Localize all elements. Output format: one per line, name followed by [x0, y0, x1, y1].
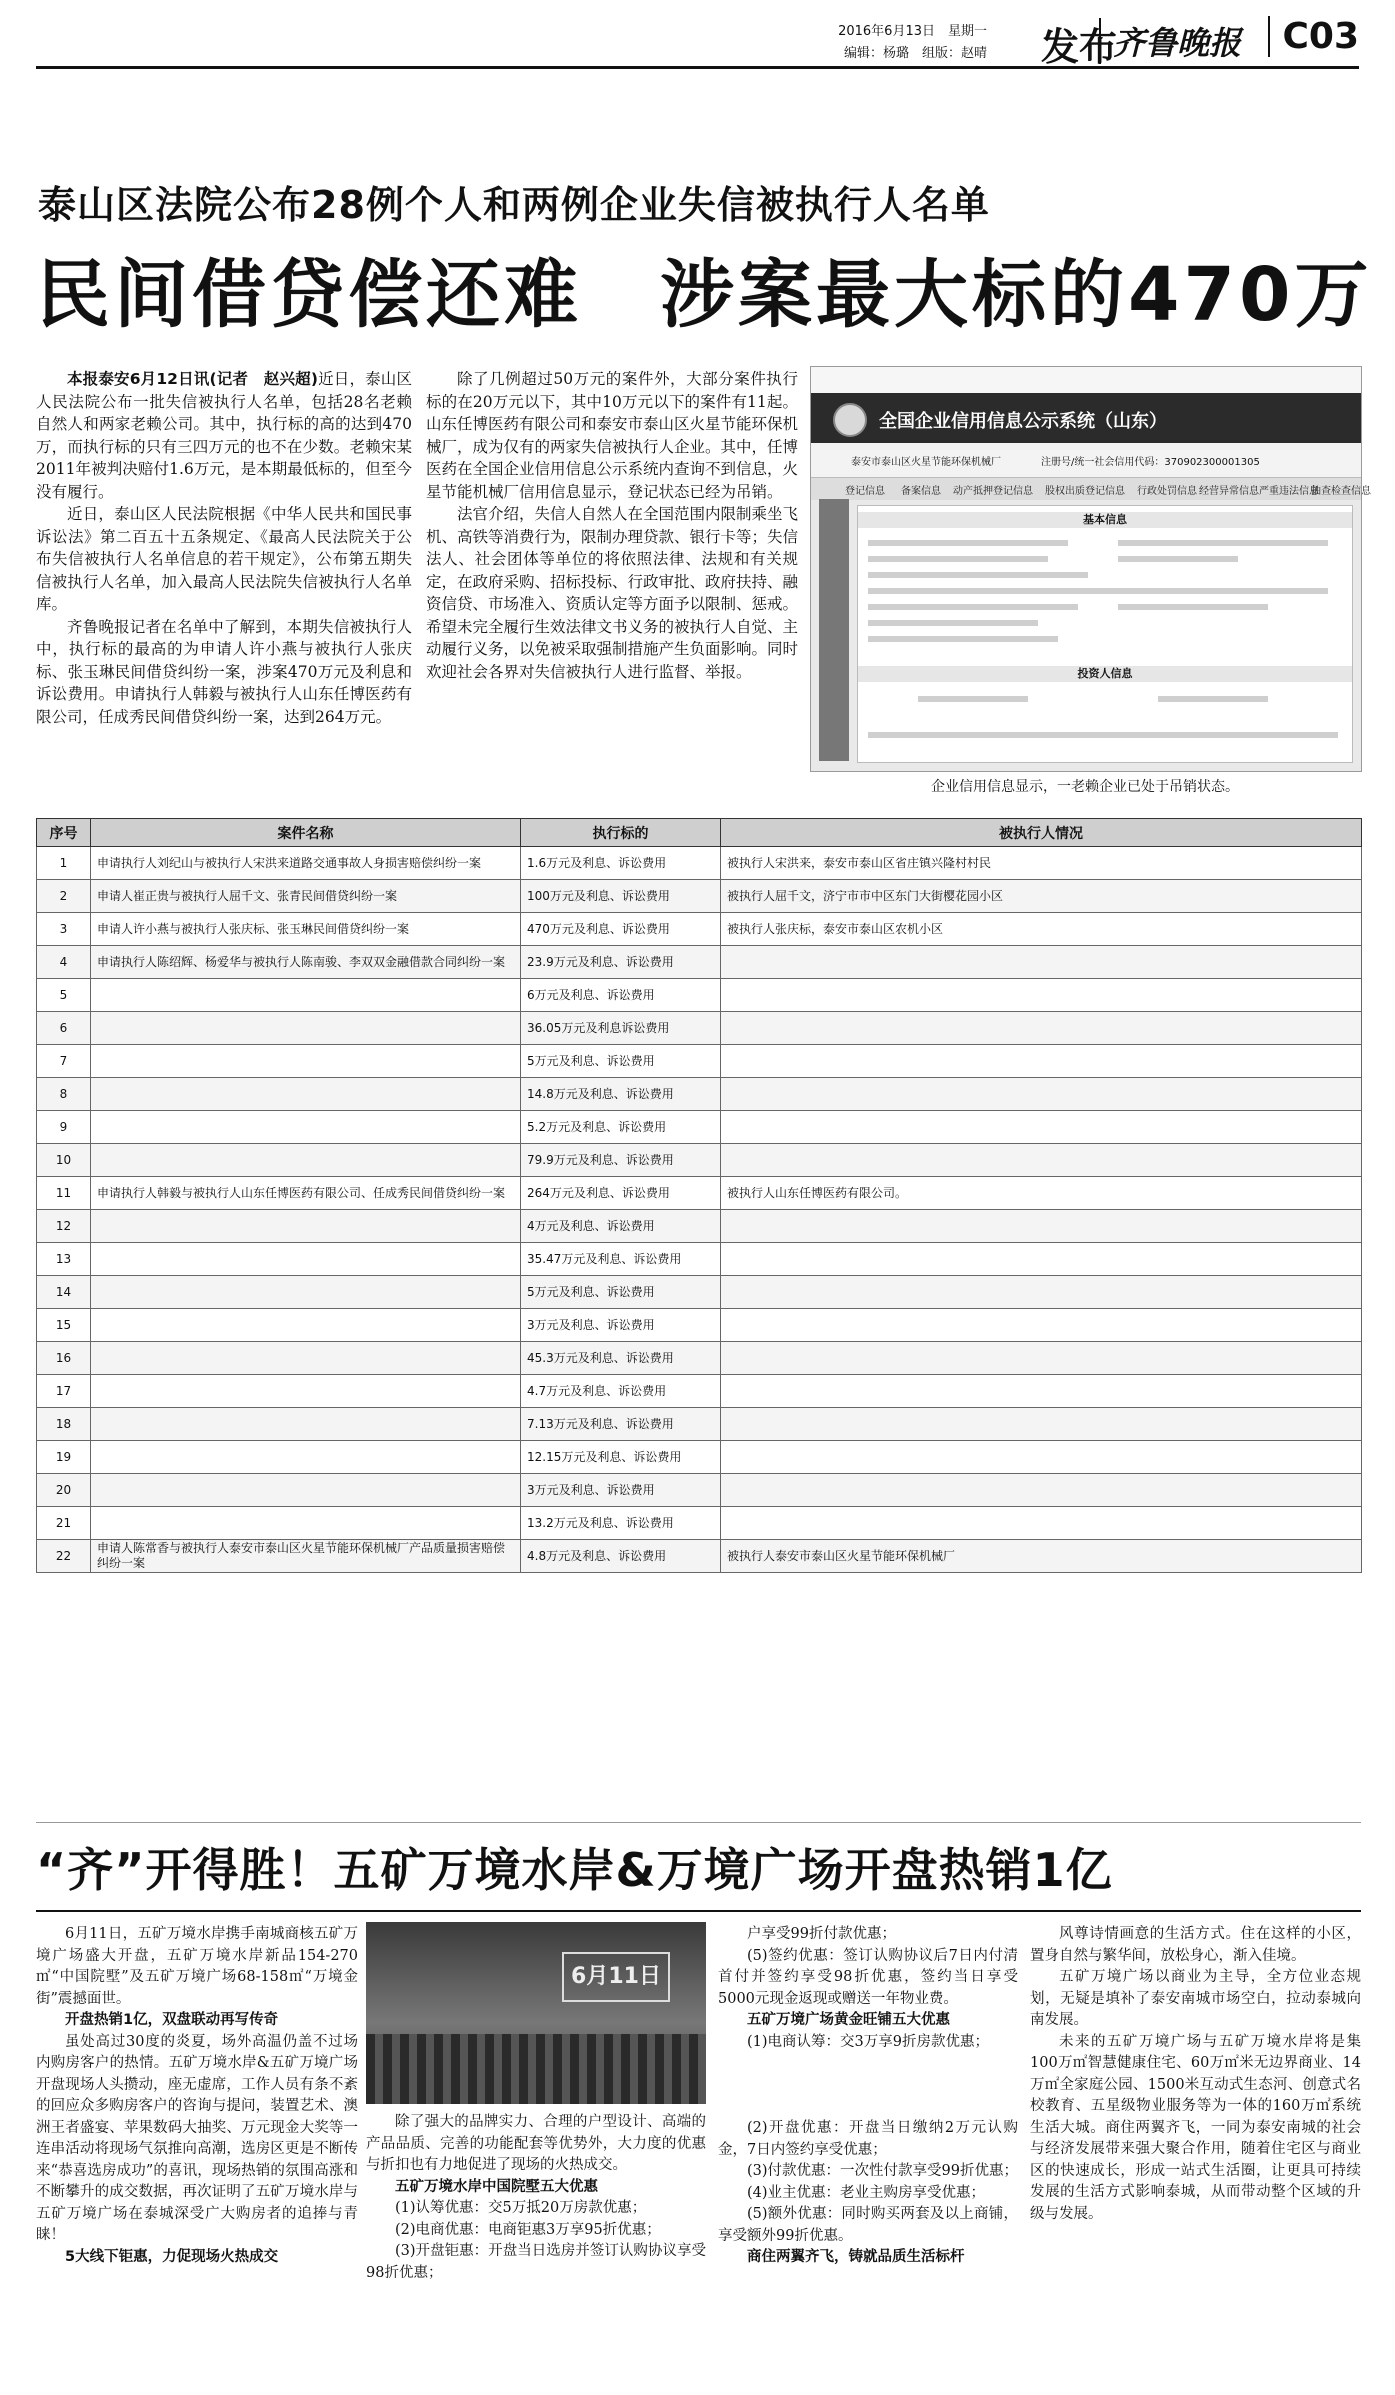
cell-number: 4 — [37, 946, 91, 979]
figure-tab-bar — [811, 478, 1371, 500]
cell-case — [91, 1441, 521, 1474]
cell-case — [91, 1276, 521, 1309]
figure-text-line — [868, 732, 1338, 738]
advertorial-paragraph: 五矿万境广场以商业为主导，全方位业态规划，无疑是填补了泰安南城市场空白，拉动泰城向南发展。 — [1030, 1969, 1361, 2028]
advertorial-paragraph: (3)开盘钜惠：开盘当日选房并签订认购协议享受98折优惠； — [366, 2243, 706, 2281]
cell-party — [721, 1507, 1362, 1540]
article-column-1 — [36, 368, 412, 792]
cell-amount: 100万元及利息、诉讼费用 — [521, 880, 721, 913]
advertorial-paragraph: 除了强大的品牌实力、合理的户型设计、高端的产品品质、完善的功能配套等优势外，大力度的优惠与折扣也有力地促进了现场的火热成交。 — [366, 2114, 706, 2173]
advertorial-paragraph: (4)业主优惠：老业主购房享受优惠； — [747, 2184, 986, 2201]
cell-number: 6 — [37, 1012, 91, 1045]
cell-number: 2 — [37, 880, 91, 913]
cell-party: 被执行人宋洪来，泰安市泰山区省庄镇兴隆村村民 — [721, 847, 1362, 880]
figure-text-line — [868, 556, 1048, 562]
figure-text-line — [868, 572, 1088, 578]
advertorial-column-3-top — [718, 1924, 1018, 2114]
section-divider — [36, 1822, 1361, 1823]
figure-tab: 行政处罚信息 — [1137, 486, 1197, 497]
table-body — [37, 847, 1362, 1573]
section-name: 发布 — [1040, 24, 1117, 69]
article-paragraph: 除了几例超过50万元的案件外，大部分案件执行标的在20万元以下，其中10万元以下的案件有11起。山东任博医药有限公司和泰安市泰山区火星节能环保机械厂，成为仅有的两家失信被执行人企业。其中，任博医药在全国企业信用信息公示系统内查询不到信息，火星节能机械厂信用信息显示，登记状态已经为吊销。 — [426, 370, 799, 501]
cell-party — [721, 1078, 1362, 1111]
cell-party — [721, 1243, 1362, 1276]
article-column-2 — [426, 368, 798, 792]
cell-number: 22 — [37, 1540, 91, 1573]
cell-case — [91, 1243, 521, 1276]
table-row — [37, 1177, 1362, 1210]
cell-amount: 5万元及利息、诉讼费用 — [521, 1276, 721, 1309]
cell-case: 申请执行人刘纪山与被执行人宋洪来道路交通事故人身损害赔偿纠纷一案 — [91, 847, 521, 880]
article-kicker: 泰山区法院公布28例个人和两例企业失信被执行人名单 — [38, 183, 990, 227]
figure-caption: 企业信用信息显示，一老赖企业已处于吊销状态。 — [931, 779, 1239, 795]
advertorial-paragraph: (3)付款优惠：一次性付款享受99折优惠； — [747, 2163, 1018, 2179]
cell-case — [91, 1144, 521, 1177]
figure-registration-number: 注册号/统一社会信用代码：370902300001305 — [1041, 457, 1260, 468]
table-row — [37, 1342, 1362, 1375]
cell-number: 12 — [37, 1210, 91, 1243]
cell-party — [721, 1144, 1362, 1177]
article-dateline: 本报泰安6月12日讯(记者 赵兴超) — [67, 370, 318, 388]
cell-amount: 3万元及利息、诉讼费用 — [521, 1474, 721, 1507]
credit-system-screenshot — [810, 366, 1371, 772]
figure-text-line — [1158, 696, 1268, 702]
cell-amount: 4.7万元及利息、诉讼费用 — [521, 1375, 721, 1408]
opening-event-photo — [366, 1922, 706, 2104]
figure-text-line — [1118, 540, 1328, 546]
cell-amount: 4万元及利息、诉讼费用 — [521, 1210, 721, 1243]
cell-amount: 23.9万元及利息、诉讼费用 — [521, 946, 721, 979]
table-row — [37, 946, 1362, 979]
figure-info-bar — [811, 443, 1361, 478]
cell-party — [721, 1309, 1362, 1342]
table-row — [37, 1210, 1362, 1243]
photo-stage-sign: 6月11日 — [562, 1952, 670, 2002]
cell-number: 15 — [37, 1309, 91, 1342]
cell-amount: 264万元及利息、诉讼费用 — [521, 1177, 721, 1210]
table-row — [37, 1474, 1362, 1507]
advertorial-column-3 — [718, 2118, 1018, 2380]
advertorial-subheading: 5大线下钜惠，力促现场火热成交 — [65, 2248, 279, 2265]
cell-amount: 5万元及利息、诉讼费用 — [521, 1045, 721, 1078]
figure-company-name: 泰安市泰山区火星节能环保机械厂 — [851, 457, 1001, 468]
cell-case — [91, 1342, 521, 1375]
issue-date: 2016年6月13日 星期一 — [838, 24, 987, 39]
table-row — [37, 1309, 1362, 1342]
advertorial-paragraph: (1)电商认筹：交3万享9折房款优惠； — [747, 2033, 989, 2050]
advertorial-subheading: 五矿万境广场黄金旺铺五大优惠 — [747, 2012, 950, 2028]
table-header-row — [37, 819, 1362, 847]
figure-side-menu — [819, 499, 849, 761]
advertorial-paragraph: 虽处高过30度的炎夏，场外高温仍盖不过场内购房客户的热情。五矿万境水岸&五矿万境广场开盘现场人头攒动，座无虚席，工作人员有条不紊的回应众多购房客户的咨询与提问，装置艺术、澳洲王者盛宴、苹果数码大抽奖、万元现金大奖等一连串活动将现场气氛推向高潮，选房区更是不断传来“恭喜选房成功”的喜讯，现场热销的氛围高涨和不断攀升的成交数据，再次证明了五矿万境水岸与五矿万境广场在泰城深受广大购房者的追捧与青睐！ — [36, 2033, 358, 2243]
figure-top-strip — [811, 367, 1361, 393]
cell-case — [91, 1375, 521, 1408]
cell-amount: 13.2万元及利息、诉讼费用 — [521, 1507, 721, 1540]
cell-case — [91, 1309, 521, 1342]
article-headline: 民间借贷偿还难 涉案最大标的470万 — [36, 252, 1373, 338]
figure-tab: 备案信息 — [901, 486, 941, 497]
figure-section-investor: 投资人信息 — [858, 666, 1352, 682]
figure-text-line — [868, 620, 1038, 626]
advertorial-title: “齐”开得胜！五矿万境水岸&万境广场开盘热销1亿 — [36, 1843, 1113, 1897]
figure-tab: 抽查检查信息 — [1311, 486, 1371, 497]
table-row — [37, 1507, 1362, 1540]
article-paragraph: 本报泰安6月12日讯(记者 赵兴超)近日，泰山区人民法院公布一批失信被执行人名单，包括28名老赖自然人和两家老赖公司。其中，执行标的高的达到470万，而执行标的只有三四万元的也不在少数。老赖宋某2011年被判决赔付1.6万元，是本期最低标的，但至今没有履行。 — [36, 370, 412, 501]
figure-text-line — [868, 540, 1068, 546]
cell-number: 14 — [37, 1276, 91, 1309]
figure-banner-title: 全国企业信用信息公示系统（山东） — [879, 411, 1167, 432]
cell-number: 13 — [37, 1243, 91, 1276]
figure-text-line — [868, 588, 1328, 594]
cell-number: 21 — [37, 1507, 91, 1540]
table-row — [37, 913, 1362, 946]
cell-number: 8 — [37, 1078, 91, 1111]
figure-tab: 股权出质登记信息 — [1045, 486, 1125, 497]
advertorial-paragraph: (5)额外优惠：同时购买两套及以上商铺，享受额外99折优惠。 — [718, 2206, 1018, 2244]
cell-party — [721, 1276, 1362, 1309]
table-row — [37, 880, 1362, 913]
cell-number: 17 — [37, 1375, 91, 1408]
advertorial-column-1 — [36, 1924, 358, 2380]
cell-case: 申请执行人陈绍辉、杨爱华与被执行人陈南骏、李双双金融借款合同纠纷一案 — [91, 946, 521, 979]
table-row — [37, 1408, 1362, 1441]
article-paragraph: 法官介绍，失信人自然人在全国范围内限制乘坐飞机、高铁等消费行为，限制办理贷款、银行卡等；失信法人、社会团体等单位的将依照法律、法规和有关规定，在政府采购、招标投标、行政审批、政府扶持、融资信贷、市场准入、资质认定等方面予以限制、惩戒。希望未完全履行生效法律文书义务的被执行人自觉、主动履行义务，以免被采取强制措施产生负面影响。同时欢迎社会各界对失信被执行人进行监督、举报。 — [426, 505, 799, 681]
cell-number: 11 — [37, 1177, 91, 1210]
advertorial-paragraph: (5)签约优惠：签订认购协议后7日内付清首付并签约享受98折优惠，签约当日享受5000元现金返现或赠送一年物业费。 — [718, 1947, 1018, 2007]
national-emblem-icon — [833, 403, 867, 437]
cell-number: 20 — [37, 1474, 91, 1507]
cell-amount: 7.13万元及利息、诉讼费用 — [521, 1408, 721, 1441]
editor-credits: 编辑：杨璐 组版：赵晴 — [843, 46, 987, 61]
cell-case — [91, 1408, 521, 1441]
cell-party — [721, 1012, 1362, 1045]
advertorial-paragraph: (2)电商优惠：电商钜惠3万享95折优惠； — [395, 2221, 661, 2238]
advertorial-rule — [36, 1910, 1361, 1912]
cell-party — [721, 1441, 1362, 1474]
advertorial-subheading: 开盘热销1亿，双盘联动再写传奇 — [65, 2012, 279, 2028]
cell-number: 18 — [37, 1408, 91, 1441]
cell-number: 9 — [37, 1111, 91, 1144]
header-case: 案件名称 — [91, 819, 521, 847]
cell-amount: 36.05万元及利息诉讼费用 — [521, 1012, 721, 1045]
cell-amount: 12.15万元及利息、诉讼费用 — [521, 1441, 721, 1474]
cell-party: 被执行人张庆标，泰安市泰山区农机小区 — [721, 913, 1362, 946]
cell-amount: 6万元及利息、诉讼费用 — [521, 979, 721, 1012]
table-row — [37, 847, 1362, 880]
cell-party — [721, 1375, 1362, 1408]
table-row — [37, 1045, 1362, 1078]
cell-case — [91, 1045, 521, 1078]
cell-number: 7 — [37, 1045, 91, 1078]
cell-amount: 14.8万元及利息、诉讼费用 — [521, 1078, 721, 1111]
cell-party — [721, 946, 1362, 979]
cell-amount: 79.9万元及利息、诉讼费用 — [521, 1144, 721, 1177]
cell-party — [721, 1408, 1362, 1441]
table-row — [37, 1375, 1362, 1408]
cell-amount: 470万元及利息、诉讼费用 — [521, 913, 721, 946]
cell-case — [91, 1111, 521, 1144]
cell-amount: 35.47万元及利息、诉讼费用 — [521, 1243, 721, 1276]
advertorial-column-4 — [1030, 1924, 1361, 2380]
defaulter-table — [36, 818, 1362, 1573]
table-row — [37, 1540, 1362, 1573]
header-amount: 执行标的 — [521, 819, 721, 847]
header-party: 被执行人情况 — [721, 819, 1362, 847]
cell-case — [91, 1474, 521, 1507]
figure-text-line — [868, 604, 1078, 610]
page-number: C03 — [1268, 16, 1359, 57]
figure-section-basic: 基本信息 — [858, 512, 1352, 528]
advertorial-paragraph: 户享受99折付款优惠； — [747, 1926, 896, 1942]
cell-number: 5 — [37, 979, 91, 1012]
advertorial-paragraph: 风尊诗情画意的生活方式。住在这样的小区，置身自然与繁华间，放松身心，渐入佳境。 — [1030, 1926, 1361, 1964]
table-row — [37, 1078, 1362, 1111]
table-row — [37, 979, 1362, 1012]
cell-amount: 4.8万元及利息、诉讼费用 — [521, 1540, 721, 1573]
cell-amount: 45.3万元及利息、诉讼费用 — [521, 1342, 721, 1375]
cell-party — [721, 979, 1362, 1012]
advertorial-subheading: 五矿万境水岸中国院墅五大优惠 — [395, 2178, 598, 2195]
table-row — [37, 1144, 1362, 1177]
masthead — [36, 14, 1359, 69]
cell-case: 申请执行人韩毅与被执行人山东任博医药有限公司、任成秀民间借贷纠纷一案 — [91, 1177, 521, 1210]
cell-case: 申请人崔正贵与被执行人屈千文、张青民间借贷纠纷一案 — [91, 880, 521, 913]
cell-case — [91, 1078, 521, 1111]
advertorial-paragraph: 未来的五矿万境广场与五矿万境水岸将是集100万㎡智慧健康住宅、60万㎡米无边界商业、14万㎡全家庭公园、1500米互动式生态河、创意式名校教育、五星级物业服务等为一体的160万㎡系统生活大城。商住两翼齐飞，一同为泰安南城的社会与经济发展带来强大聚合作用，随着住宅区与商业区的快速成长，形成一站式生活圈，让更具可持续发展的生活方式影响泰城，从而带动整个区域的升级与发展。 — [1030, 2033, 1361, 2222]
cell-party — [721, 1342, 1362, 1375]
cell-number: 19 — [37, 1441, 91, 1474]
table-row — [37, 1243, 1362, 1276]
table-row — [37, 1441, 1362, 1474]
cell-number: 16 — [37, 1342, 91, 1375]
newspaper-logo: 齐鲁晚报 — [1099, 18, 1241, 64]
cell-case — [91, 1507, 521, 1540]
table-row — [37, 1012, 1362, 1045]
photo-crowd — [366, 2034, 706, 2104]
figure-text-line — [868, 636, 1058, 642]
figure-tab: 严重违法信息 — [1259, 486, 1319, 497]
figure-text-line — [1118, 556, 1238, 562]
advertorial-paragraph: (1)认筹优惠：交5万抵20万房款优惠； — [395, 2200, 647, 2216]
figure-content-panel — [857, 505, 1353, 763]
advertorial-paragraph: (2)开盘优惠：开盘当日缴纳2万元认购金，7日内签约享受优惠； — [718, 2120, 1018, 2158]
cell-party — [721, 1045, 1362, 1078]
cell-amount: 1.6万元及利息、诉讼费用 — [521, 847, 721, 880]
cell-case — [91, 1012, 521, 1045]
table-row — [37, 1111, 1362, 1144]
article-paragraph: 近日，泰山区人民法院根据《中华人民共和国民事诉讼法》第二百五十五条规定、《最高人民法院关于公布失信被执行人名单信息的若干规定》，公布第五期失信被执行人名单，加入最高人民法院失信被执行人名单库。 — [36, 505, 412, 613]
header-number: 序号 — [37, 819, 91, 847]
cell-amount: 3万元及利息、诉讼费用 — [521, 1309, 721, 1342]
cell-case: 申请人陈常香与被执行人泰安市泰山区火星节能环保机械厂产品质量损害赔偿纠纷一案 — [91, 1540, 521, 1573]
figure-tab: 经营异常信息 — [1199, 486, 1259, 497]
cell-number: 3 — [37, 913, 91, 946]
cell-number: 10 — [37, 1144, 91, 1177]
figure-banner — [811, 393, 1361, 443]
figure-tab: 登记信息 — [845, 486, 885, 497]
article-paragraph: 齐鲁晚报记者在名单中了解到，本期失信被执行人中，执行标的最高的为申请人许小燕与被执行人张庆标、张玉琳民间借贷纠纷一案，涉案470万元及利息和诉讼费用。申请执行人韩毅与被执行人山东任博医药有限公司，任成秀民间借贷纠纷一案，达到264万元。 — [36, 617, 412, 726]
cell-party — [721, 1474, 1362, 1507]
advertorial-subheading: 商住两翼齐飞，铸就品质生活标杆 — [747, 2249, 965, 2265]
cell-amount: 5.2万元及利息、诉讼费用 — [521, 1111, 721, 1144]
table-row — [37, 1276, 1362, 1309]
cell-case — [91, 979, 521, 1012]
cell-case: 申请人许小燕与被执行人张庆标、张玉琳民间借贷纠纷一案 — [91, 913, 521, 946]
advertorial-column-2 — [366, 2112, 706, 2380]
cell-party: 被执行人山东任博医药有限公司。 — [721, 1177, 1362, 1210]
cell-number: 1 — [37, 847, 91, 880]
cell-party — [721, 1210, 1362, 1243]
figure-text-line — [1118, 604, 1268, 610]
cell-party — [721, 1111, 1362, 1144]
cell-party: 被执行人屈千文，济宁市市中区东门大街樱花园小区 — [721, 880, 1362, 913]
advertorial-paragraph: 6月11日，五矿万境水岸携手南城商核五矿万境广场盛大开盘，五矿万境水岸新品154-270㎡“中国院墅”及五矿万境广场68-158㎡“万境金街”震撼面世。 — [36, 1926, 358, 2007]
cell-case — [91, 1210, 521, 1243]
figure-tab: 动产抵押登记信息 — [953, 486, 1033, 497]
figure-text-line — [918, 696, 1028, 702]
cell-party: 被执行人泰安市泰山区火星节能环保机械厂 — [721, 1540, 1362, 1573]
